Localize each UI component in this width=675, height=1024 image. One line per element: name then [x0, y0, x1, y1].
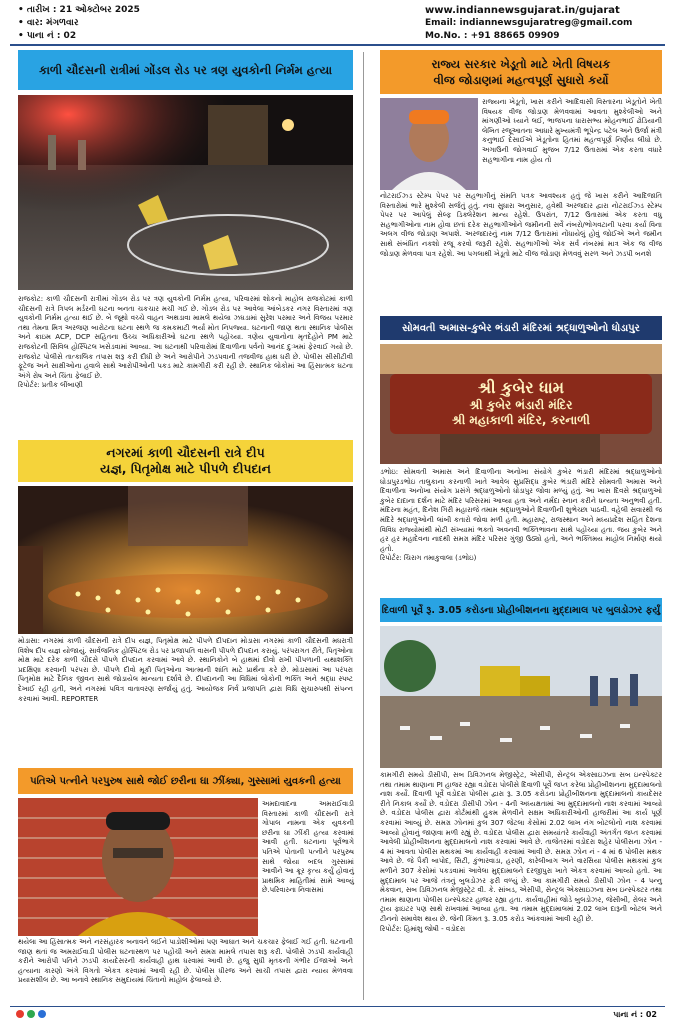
article6-headline: દિવાળી પૂર્વે રૂ. 3.05 કરોડના પ્રોહીબીશનના મુદ્દામાલ પર બુલડોઝર ફર્યું [380, 598, 662, 622]
email-row: Email: indiannewsgujaratreg@gmail.com [425, 18, 633, 28]
temple-sign: શ્રી કુબેર ધામ શ્રી કુબેર ભંડારી મંદિર શ્રી મહાકાળી મંદિર, કરનાળી [452, 378, 590, 427]
footer-dot [27, 1010, 35, 1018]
article4-headline: રાજ્ય સરકાર ખેડૂતો માટે ખેતી વિષયક વીજ જોડાણમાં મહત્વપૂર્ણ સુધારો કર્યો [380, 50, 662, 94]
email-link[interactable]: indiannewsgujaratreg@gmail.com [459, 18, 633, 28]
article5-reporter: રિપોર્ટર: ચિરાગ તમાકુવાલા (ડભોઇ) [380, 554, 477, 563]
issue-page: • પાના નં : 02 [18, 30, 140, 43]
article1-headline: કાળી ચૌદસની રાત્રીમાં ગોંડલ રોડ પર ત્રણ યુવકોની નિર્મમ હત્યા [18, 50, 353, 90]
mobile-row: Mo.No. : +91 88665 09909 [425, 31, 560, 41]
article6-photo [380, 626, 662, 768]
article1-reporter: રિપોર્ટર: પ્રતીક લીંબાણી [18, 381, 83, 390]
column-divider [363, 52, 364, 1000]
article4-photo [380, 98, 478, 190]
issue-day: • વાર: મંગળવાર [18, 17, 140, 30]
article2-reporter: REPORTER [61, 694, 99, 703]
footer-divider [10, 1006, 665, 1007]
footer-dot [16, 1010, 24, 1018]
website-link[interactable]: www.indiannewsgujarat.in/gujarat [425, 5, 620, 16]
header-divider [10, 44, 665, 46]
article3-body-bottom: થયેલા આ હિંસાત્મક અને નરસંહારક બનાવને લઈને પાડોશીઓમાં પણ આઘાત અને ચકચાર ફેલાઈ ગઈ હતી. ઘટનાની જાણ થતાં જ અમરાઈવાડી પોલીસ ઘટનાસ્થળ પર પહોંચી અને સમગ્ર મામલે તપાસ શરૂ કરી. પોલીસે ઝડપી કાર્યવાહી કરીને આરોપી પતિને ઝડપી કાયદેસરની કાર્યવાહી હાથ ધરવામાં આવી છે. હજુ સુધી મૃતકની ગંભીર ઈજાઓ અને હત્યાના કારણો અંગે વિગતો એકત્ર કરવામાં આવી રહી છે. પોલીસ ધીરજ અને સાચી તપાસ દ્વારા ન્યાય મેળવવા પ્રયાસશીલ છે. આ બનાવે સ્થાનિક સમુદાયમાં ચિંતાનો માહોલ ફેલાવ્યો છે. [18, 938, 353, 985]
article6-body: કામગીરી સમયે ડીસીપી, સબ ડિવિઝનલ મેજીસ્ટ્રેટ, એસીપી, સેન્ટ્રલ એક્સાઇઝના સબ ઇન્સ્પેક્ટર તથા તમામ થાણાના PI હાજર રહ્યા વડોદરા પોલીસે દિવાળી પૂર્વે જપ્ત કરેલા પ્રોહીબીશનના મુદ્દામાલનો નાશ કર્યો. દિવાળી પૂર્વે વડોદરા પોલીસ દ્વારા રૂ. 3.05 કરોડના પ્રોહીબીશનના મુદ્દામાલનો કાયદેસર રીતે નિકાલ કર્યો છે. વડોદરા ડીસીપી ઝોન - 4ની અધ્યક્ષતામાં આ મુદ્દામાલનો નાશ કરવામાં આવ્યો છે. વડોદરા પોલીસ દ્વારા કોર્ટમાંથી હુકમ મેળવીને સક્ષમ અધિકારીઓની હાજરીમાં આ કાર્ય પૂર્ણ કરવામાં આવ્યું છે. સમગ્ર ઝોનમાં કુલ 307 જેટલા કેસોમાં 2.02 લાખ નંગ બોટલોનો નાશ કરવામાં આવ્યો હોવાનું જાણવા મળી રહ્યું છે. વડોદરા પોલીસ દ્વારા સમયાંતરે કાર્યવાહી અંતર્ગત જપ્ત કરવામાં આવેલી પ્રોહીબીશનના મુદ્દામાલનો નાશ કરવામાં આવે છે. તાજેતરમાં વડોદરા શહેર પોલીસના ઝોન - 4 માં આવતા પોલીસ મથકમાં આ કાર્યવાહી કરવામાં આવી છે. સમગ્ર ઝોન નં - 4 માં 6 પોલીસ મથક આવે છે. જે પૈકી બાપોદ, સિટી, કુંભારવાડા, હરણી, કારેલીબાગ અને વારસિયા પોલીસ મથકમાં કુલ મળીને 307 કેસોમાં પકડવામાં આવેલા મુદ્દામાલને દરજીપુરા ખાતે એકત્ર કરવામાં આવ્યો હતો. આ મુદ્દામાલ પર આજે તંત્રનું બુલડોઝર ફરી વળ્યું છે. આ કામગીરી સમયે ડીસીપી ઝોન - 4 પન્નુ મેકવાન, સબ ડિવિઝનલ મેજીસ્ટ્રેટ વી. કે. સાંબડ, એસીપી, સેન્ટ્રલ એક્સાઇઝના સબ ઇન્સ્પેક્ટર તથા તમામ થાણાના પોલીસ ઇન્સ્પેક્ટર હાજર રહ્યા હતા. કાર્યવાહીમાં જોડે બુલડોઝર, જેસીબી, રોલર અને ટ્રાય ફાઇટર પણ સાથે રાખવામાં આવ્યા હતા. આ તમામ મુદ્દામાલમાં 2.02 લાખ દારૂની બોટલ અને ટીનનો સમાવેશ થાય છે. જેની કિંમત રૂ. 3.05 કરોડ આંકવામાં આવી રહી છે. રિપોર્ટર: હિમાંશુ જોષી - વડોદરા [380, 771, 662, 933]
article4-body-side: રાજ્યના ખેડૂતો, ખાસ કરીને આદિવાસી વિસ્તારના ખેડૂતોને ખેતી વિષયક વીજ જોડાણ મેળવવામાં આવતા મુશ્કેલીઓ અને માંગણીઓ ધ્યાને લઈ, ભાજપના ધારાસભ્ય મોહનભાઈ ઢોડિયાની લેખિત રજૂઆતના આધારે મુખ્યમંત્રી ભૂપેન્દ્ર પટેલ અને ઉર્જા મંત્રી કનુભાઈ દેસાઈએ ખેડૂતોના હિતમાં મહત્વપૂર્ણ નિર્ણય લીધો છે. અગાઉની જોગવાઈ મુજબ 7/12 ઉતારામાં એક કરતા વધારે સહભાગીના નામ હોય તો [482, 98, 662, 164]
article1-photo [18, 95, 353, 290]
article6-reporter: રિપોર્ટર: હિમાંશુ જોષી - વડોદરા [380, 924, 466, 933]
article5-body: ડભોઇ: સોમવતી અમાસ અને દિવાળીના અનોખા સંયોગે કુબેર ભંડારી મંદિરમાં શ્રદ્ધાળુઓનો ધોડાપુરડભોઇ તાલુકાના કરનાળી ખાતે આવેલ સુપ્રસિદ્ધ કુબેર ભંડારી મંદિરે સોમવતી અમાસ અને દિવાળીના અનોખા સંયોગ પ્રસંગે શ્રદ્ધાળુઓનો ધોડાપુર જોવા મળ્યું હતું. આ ખાસ દિવસે શ્રદ્ધાળુઓ કુબેર દાદાના દર્શન માટે મંદિર પરિસરમાં આવ્યા હતા અને નર્મદા સ્નાન કરીને ધન્યતા અનુભવી હતી. મંદિરના મહંત, દિનેશ ગિરી મહારાજે તમામ શ્રદ્ધાળુઓને દિવાળીની શુભેચ્છા પાઠવી. વહેલી સવારથી જ મંદિરે શ્રદ્ધાળુઓની લાંબી કતારો જોવા મળી હતી. મહારાષ્ટ્ર, રાજસ્થાન અને મધ્યપ્રદેશ સહિત દેશના વિવિધ રાજ્યોમાંથી મોટી સંખ્યામાં ભક્તો અવનવી ભક્તિભાવના સાથે પહોંચ્યા હતા. જય કુબેર અને હર હર મહાદેવના નાદથી સમગ્ર મંદિર પરિસર ગુંજી ઉઠ્યો હતો, અને ભક્તિમય માહોલ નિર્માણ થયો હતો. રિપોર્ટર: ચિરાગ તમાકુવાલા (ડભોઇ) [380, 468, 662, 563]
footer-dot [38, 1010, 46, 1018]
mobile-number: +91 88665 09909 [470, 31, 560, 41]
footer-page-number: પાના નં : 02 [613, 1010, 657, 1019]
article4-body-bottom: નોટરાઈઝ્ડ સ્ટેમ્પ પેપર પર સહભાગીનું સંમતિ પત્રક આવશ્યક હતું જે ખાસ કરીને આદિજાતિ વિસ્તારોમાં ભારે મુશ્કેલી સર્જતું હતું. નવા સુધારા અનુસાર, હવેથી અરજદાર દ્વારા નોટરાઈઝ્ડ સ્ટેમ્પ પેપર પર આપેલું સેલ્ફ ડિક્લેરેશન માન્ય રહેશે. ઉપરાંત, 7/12 ઉતારામાં એક કરતા વધુ સહભાગીઓના નામ હોવા છતાં દરેક સહભાગીઓને જમીનની સર્વે નંબરો/ભોગવટાની પરવા કર્યા વિના અલગ વીજ જોડાણ અપાશે. અરજદારનું નામ 7/12 ઉતારામાં નોંધાયેલું હોવું જોઈએ અને જમીન સાથે સંબંધિત નકશો રજૂ કરવો જરૂરી રહેશે. સહભાગીઓ એક સર્વ નંબરમાં માત્ર એક જ વીજ જોડાણ મેળવવા પાત્ર રહેશે. આ પગલાથી ખેડૂતો માટે વીજ જોડાણ મેળવવું સરળ અને ઝડપી બનશે [380, 192, 662, 258]
article3-body-side: અમદાવાદના અમરાઈવાડી વિસ્તારમાં કાળી ચૌદસની રાત્રે ગોપાલ નામના એક યુવકની છરીના ઘા ઝીંકી હત્યા કરવામાં આવી હતી. ઘટનાના પૂર્વભાગે પતિએ પોતાની પત્નીને પરપુરુષ સાથે જોયા બદલ ગુસ્સામાં આવીને આ ક્રૂર કૃત્ય કર્યું હોવાનું પ્રાથમિક માહિતીમાં સામે આવ્યું છે.પરિવારના નિવાસમાં [262, 800, 354, 895]
article2-photo [18, 486, 353, 634]
article1-body: રાજકોટ: કાળી ચૌદસની રાત્રીમાં ગોંડલ રોડ પર ત્રણ યુવકોની નિર્મમ હત્યા, પરિવારમાં શોકનો માહોલ રાજકોટમાં કાળી ચૌદસની રાત્રે ત્રિપલ મર્ડરની ઘટના બનતા ચકચાર મચી ગઈ છે. ગોંડલ રોડ પર આવેલા આંબેડકર નગર વિસ્તારમાં ત્રણ યુવકોની નિર્મમ હત્યા થઈ છે. બે જૂથો વચ્ચે વાહન અથડાવા મામલે થયેલા ઝઘડામાં સુરેશ પરમાર અને વિજય પરમાર તથા તેમના મિત્ર અરજણ બારોટના ઘટના સ્થળે જ કમકમાટી ભર્યા મોત નિપજ્યા. ઘટનાની જાણ થતા સ્થાનિક પોલીસ અને ક્રાઇમ ACP, DCP સહિતના ઉચ્ચ અધિકારીઓ ઘટના સ્થળે પહોંચ્યા. ત્રણેય યુવાનોના મૃતદેહોને PM માટે રાજકોટની સિવિલ હોસ્પિટલ ખસેડવામાં આવ્યા. આ ઘટનાથી પરિવારોમાં દિવાળીના પર્વનો આનંદ દુઃખમાં ફેરવાઈ ગયો છે. રાજકોટ પોલીસે તાત્કાલિક તપાસ શરૂ કરી દીધી છે અને આરોપીને ઝડપવાની તજવીજ હાથ ધરી છે. પોલીસ સીસીટીવી ફૂટેજ અને સાક્ષીઓના હવાલે સાથે આરોપીઓની પકડ માટે કામગીરી કરી રહી છે. સ્થાનિક લોકોમાં આ હિંસાત્મક ઘટના અંગે રોષ અને ચિંતા ફેલાઈ છે. રિપોર્ટર: પ્રતીક લીંબાણી [18, 295, 353, 390]
issue-date: • તારીખ : 21 ઓક્ટોબર 2025 [18, 4, 140, 17]
article3-headline: પતિએ પત્નીને પરપુરુષ સાથે જોઈ છરીના ઘા ઝીંક્યા, ગુસ્સામાં યુવકની હત્યા [18, 768, 353, 794]
article3-photo [18, 798, 258, 936]
masthead-left [18, 4, 140, 43]
footer-dots [16, 1010, 46, 1018]
article2-body: મોડાસા: નગરમાં કાળી ચૌદસની રાત્રે દીપ યજ્ઞ, પિતૃમોક્ષ માટે પીપળે દીપદાન મોડાસા નગરમાં કાળી ચૌદસની મધરાત્રી વિશેષ દીપ યજ્ઞ યોજાયું. સાર્વજનિક હોસ્પિટલ રોડ પર પ્રજાપતિ વાસની પીપળે દીપદાન કરાયું. પરંપરાગત રીતે, પિતૃઓના મોક્ષ માટે દરેક કાળી ચૌદસે પીપળે દીપદાન કરવામાં આવે છે. સ્થાનિકોને બે હાથમાં દીવો રાખી પીપળાની યથાશક્તિ પ્રદક્ષિણા કરવાની પરંપરા છે. પીપળે દીવો મૂકી પિતૃઓના આત્માની શાંતિ માટે પ્રાર્થના કરે છે. મોડાસામાં આ પરંપરા પિતૃમોક્ષ માટે દૈનિક જીવન સાથે જોડાયેલ માન્યતા દર્શાવે છે. દીપદાનની આ વિધિમાં લોકોની ભક્તિ અને શ્રદ્ધા સ્પષ્ટ દેખાઈ રહી હતી, અને નગરમાં પવિત્ર વાતાવરણ સર્જાયું હતું. આયોજક નિર્વ પ્રજાપતિ દ્વારા વિધિ સુચારુપથી સંપન્ન કરવામાં આવી. REPORTER [18, 637, 353, 703]
article2-headline: નગરમાં કાળી ચૌદસની રાત્રે દીપ યજ્ઞ, પિતૃમોક્ષ માટે પીપળે દીપદાન [18, 440, 353, 482]
article5-headline: સોમવતી અમાસ-કુબેર ભંડારી મંદિરમાં શ્રદ્ધાળુઓનો ધોડાપુર [380, 316, 662, 340]
masthead-right [425, 4, 665, 43]
